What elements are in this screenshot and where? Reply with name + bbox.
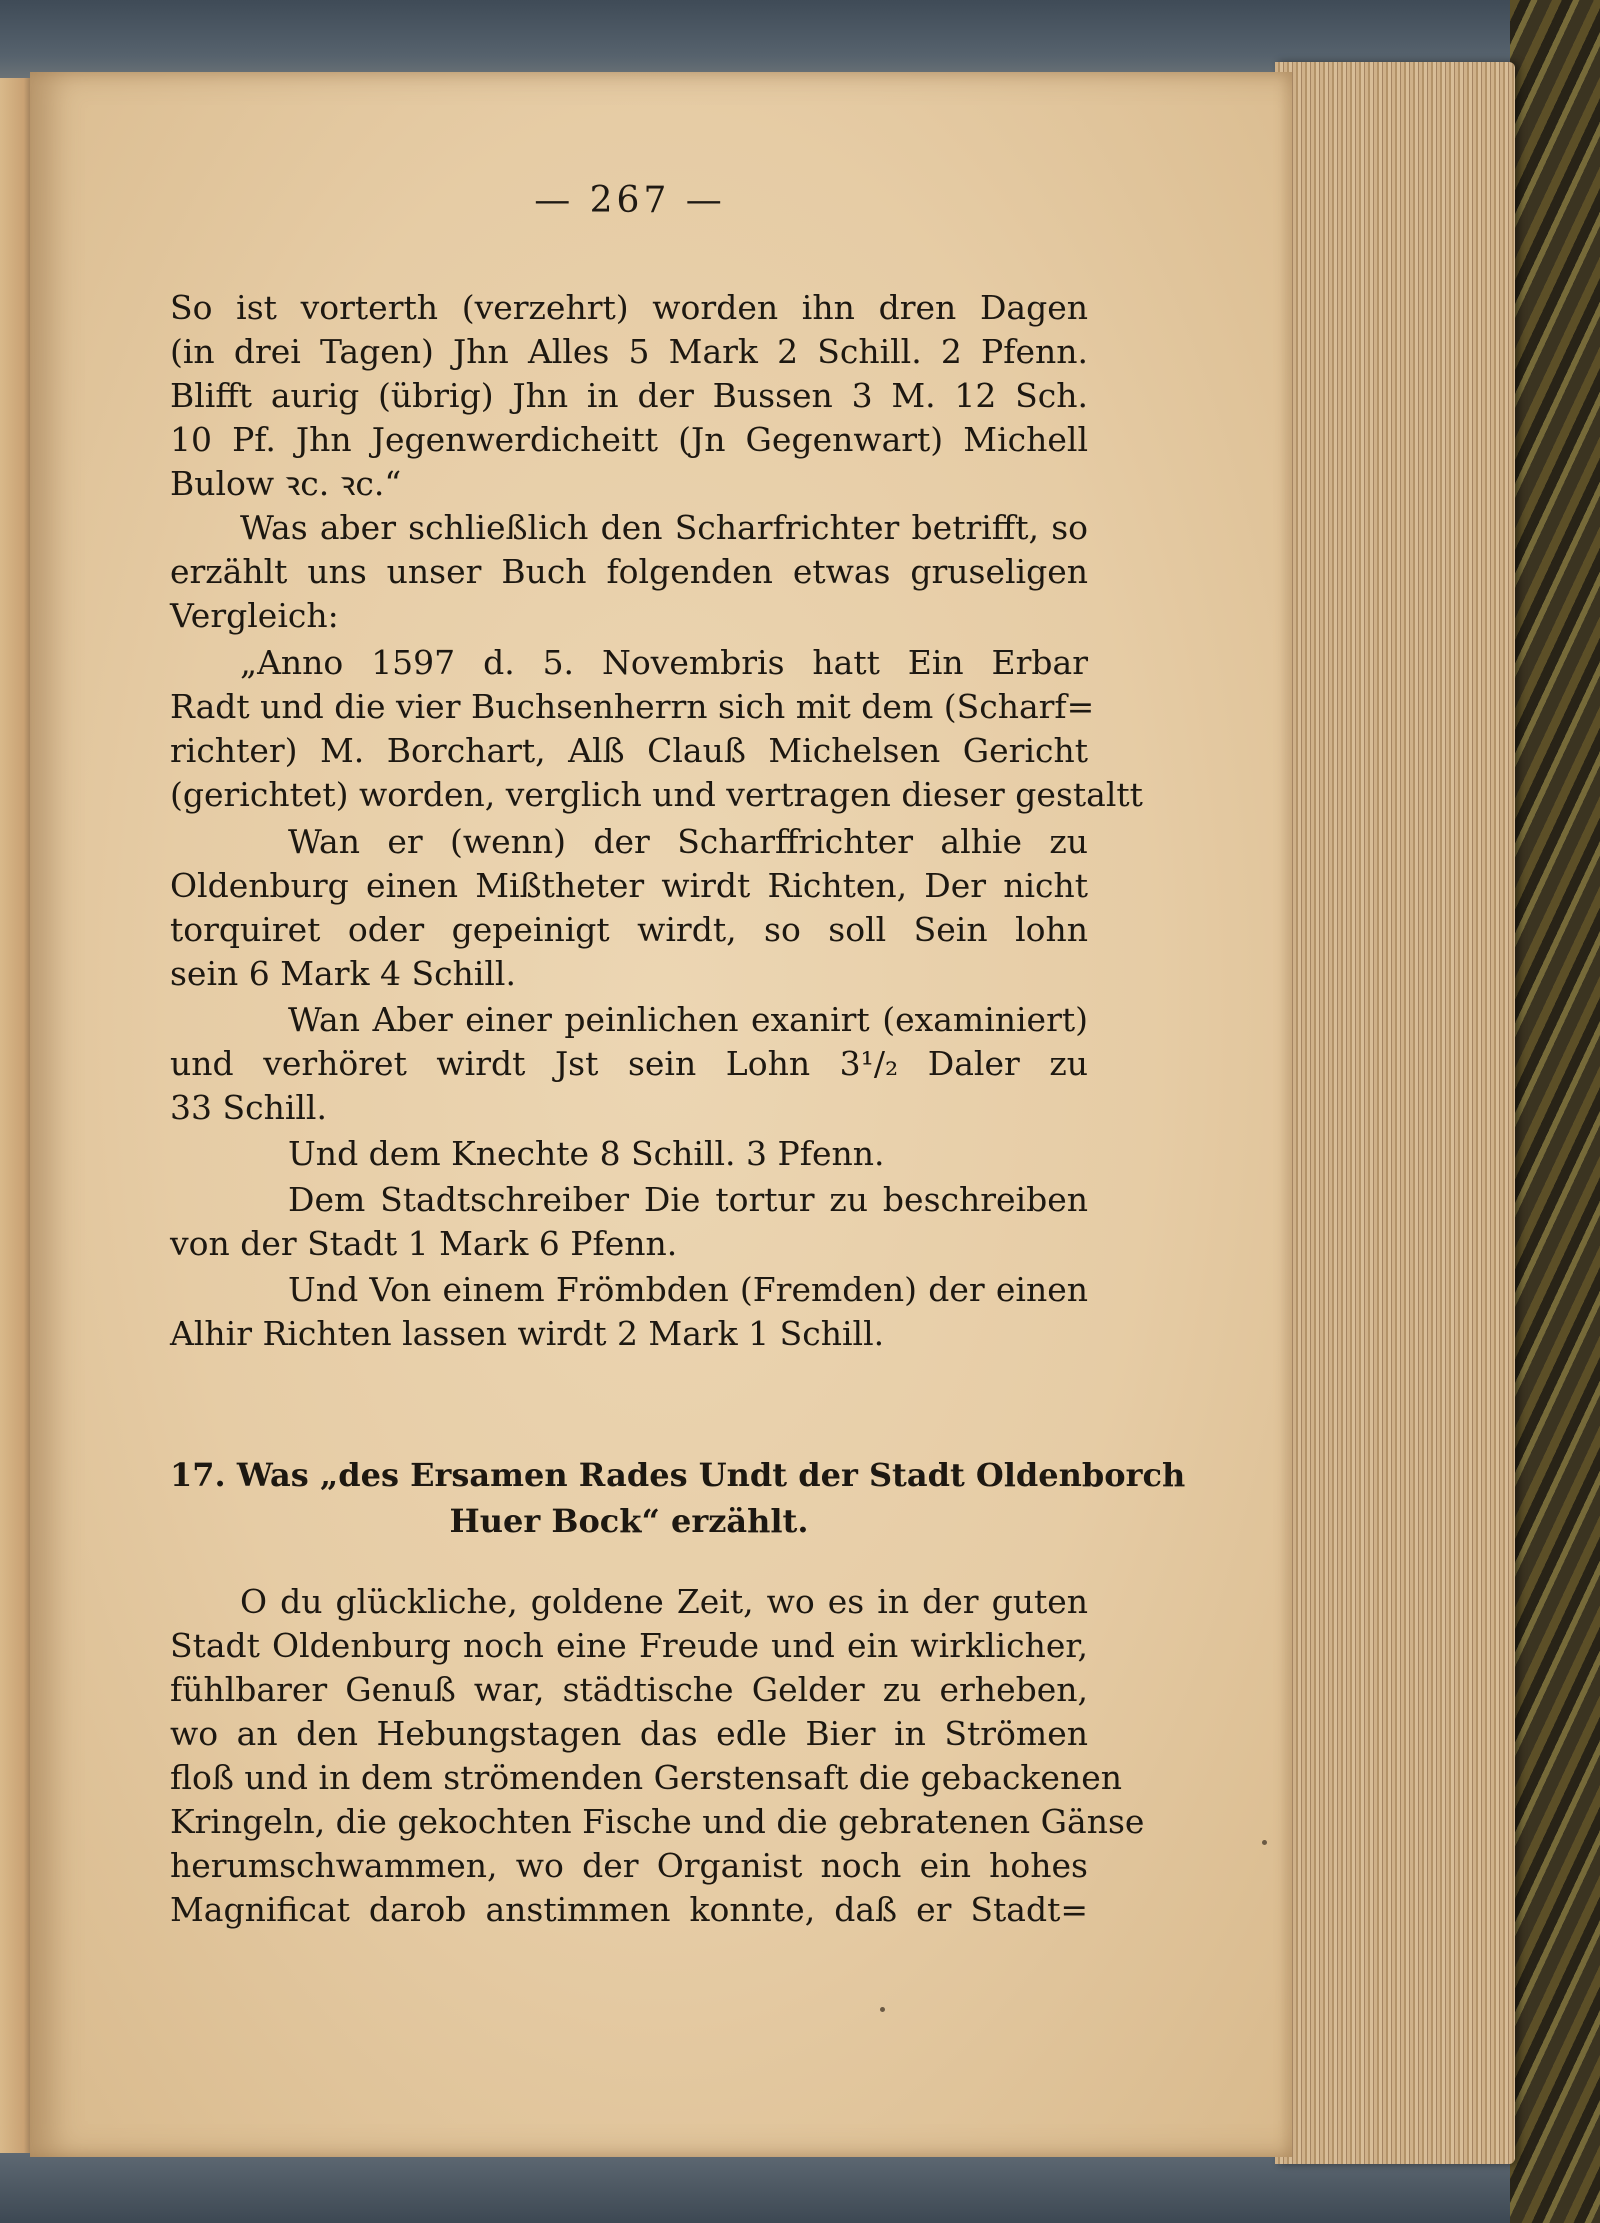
text-line: torquiret oder gepeinigt wirdt, so soll Sein lohn xyxy=(170,910,1088,949)
text-line: von der Stadt 1 Mark 6 Pfenn. xyxy=(170,1224,678,1263)
text-line: Vergleich: xyxy=(170,596,339,635)
text-line: (gerichtet) worden, verglich und vertragen dieser gestaltt xyxy=(170,775,1143,814)
page-number: — 267 — xyxy=(534,180,726,221)
text-line: herumschwammen, wo der Organist noch ein hohes xyxy=(170,1846,1088,1885)
text-line: fühlbarer Genuß war, städtische Gelder zu erheben, xyxy=(170,1670,1088,1709)
paper-speck xyxy=(880,2007,885,2012)
left-page-sliver xyxy=(0,78,34,2153)
text-line: Und dem Knechte 8 Schill. 3 Pfenn. xyxy=(288,1134,885,1173)
marbled-cover-edge xyxy=(1510,0,1600,2223)
text-line: Blifft aurig (übrig) Jhn in der Bussen 3 M. 12 Sch. xyxy=(170,376,1088,415)
text-line: „Anno 1597 d. 5. Novembris hatt Ein Erbar xyxy=(240,643,1088,682)
text-line: erzählt uns unser Buch folgenden etwas gruseligen xyxy=(170,552,1088,591)
page-stack-fore-edge xyxy=(1275,62,1515,2164)
text-line: Magnificat darob anstimmen konnte, daß er Stadt= xyxy=(170,1890,1088,1929)
text-line: wo an den Hebungstagen das edle Bier in Strömen xyxy=(170,1714,1088,1753)
text-line: Kringeln, die gekochten Fische und die gebratenen Gänse xyxy=(170,1802,1145,1841)
text-line: 10 Pf. Jhn Jegenwerdicheitt (Jn Gegenwart) Michell xyxy=(170,420,1088,459)
text-line: und verhöret wirdt Jst sein Lohn 3¹/₂ Daler zu xyxy=(170,1044,1088,1083)
text-line: Wan Aber einer peinlichen exanirt (examiniert) xyxy=(288,1000,1088,1039)
text-line: Und Von einem Frömbden (Fremden) der einen xyxy=(288,1270,1088,1309)
text-line: Was aber schließlich den Scharfrichter betrifft, so xyxy=(240,508,1088,547)
text-line: Alhir Richten lassen wirdt 2 Mark 1 Schill. xyxy=(170,1314,885,1353)
text-line: sein 6 Mark 4 Schill. xyxy=(170,954,516,993)
text-line: Radt und die vier Buchsenherrn sich mit dem (Scharf= xyxy=(170,687,1095,726)
text-line: 33 Schill. xyxy=(170,1088,327,1127)
section-heading: 17. Was „des Ersamen Rades Undt der Stadt Oldenborch xyxy=(170,1456,1186,1494)
paper-speck xyxy=(1262,1840,1267,1845)
text-line: Stadt Oldenburg noch eine Freude und ein wirklicher, xyxy=(170,1626,1088,1665)
text-line: So ist vorterth (verzehrt) worden ihn dren Dagen xyxy=(170,288,1088,327)
text-line: richter) M. Borchart, Alß Clauß Michelsen Gericht xyxy=(170,731,1088,770)
section-heading: Huer Bock“ erzählt. xyxy=(449,1502,809,1540)
text-line: Wan er (wenn) der Scharffrichter alhie zu xyxy=(288,822,1088,861)
text-line: Bulow ꝛc. ꝛc.“ xyxy=(170,464,402,503)
text-line: Oldenburg einen Mißtheter wirdt Richten, Der nicht xyxy=(170,866,1088,905)
text-line: O du glückliche, goldene Zeit, wo es in der guten xyxy=(240,1582,1088,1621)
text-line: (in drei Tagen) Jhn Alles 5 Mark 2 Schill. 2 Pfenn. xyxy=(170,332,1088,371)
text-line: floß und in dem strömenden Gerstensaft die gebackenen xyxy=(170,1758,1122,1797)
text-line: Dem Stadtschreiber Die tortur zu beschreiben xyxy=(288,1180,1088,1219)
